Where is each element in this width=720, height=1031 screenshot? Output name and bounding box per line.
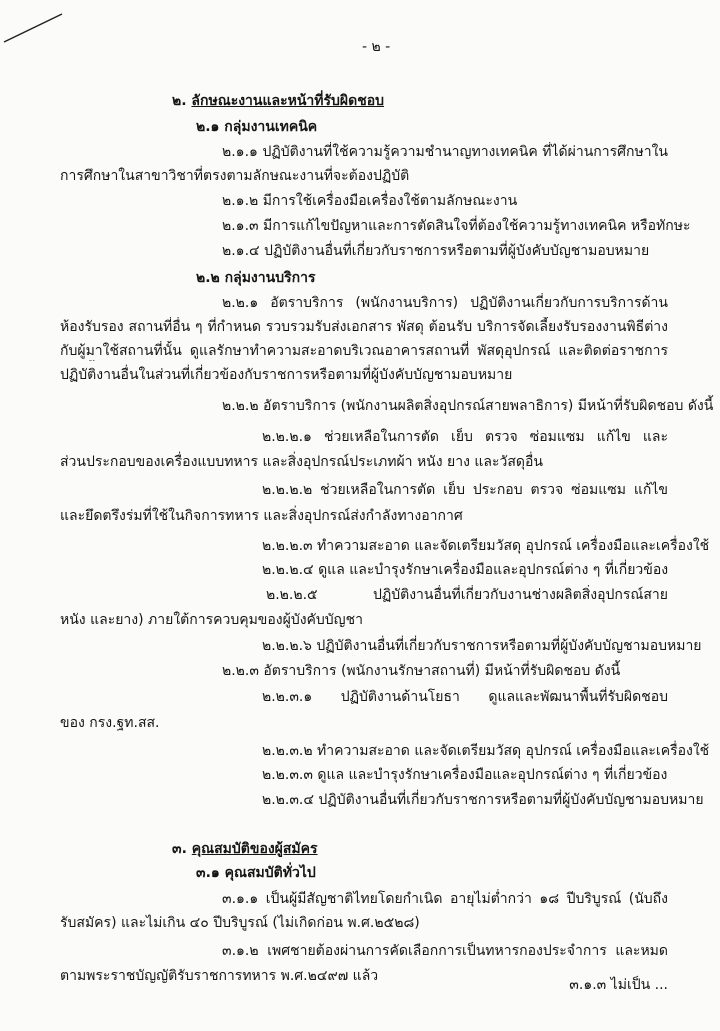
group-2-2-title: ๒.๒ กลุ่มงานบริการ: [196, 270, 316, 286]
item-2-2-1-cont: ปฏิบัติงานอื่นในส่วนที่เกี่ยวข้องกับราชการหรือตามที่ผู้บังคับบัญชามอบหมาย: [60, 367, 513, 383]
item-2-2-3-1-cont: ของ กรง.ฐท.สส.: [60, 715, 160, 731]
item-2-2-2-1: ๒.๒.๒.๑ ช่วยเหลือในการตัด เย็บ ตรวจ ซ่อมแซม แก้ไข และ: [262, 429, 668, 445]
item-2-2-2-4: ๒.๒.๒.๔ ดูแล และบำรุงรักษาเครื่องมือและอุปกรณ์ต่าง ๆ ที่เกี่ยวข้อง: [262, 562, 669, 578]
item-2-2-2-2-cont: และยึดตรึงร่มที่ใช้ในกิจการทหาร และสิ่งอุปกรณ์ส่งกำลังทางอากาศ: [60, 508, 463, 524]
item-2-2-3-3: ๒.๒.๓.๓ ดูแล และบำรุงรักษาเครื่องมือและอุปกรณ์ต่าง ๆ ที่เกี่ยวข้อง: [262, 767, 668, 783]
item-3-1-1: ๓.๑.๑ เป็นผู้มีสัญชาติไทยโดยกำเนิด อายุไม่ต่ำกว่า ๑๘ ปีบริบูรณ์ (นับถึง: [222, 891, 668, 907]
item-3-1-1-cont: รับสมัคร) และไม่เกิน ๔๐ ปีบริบูรณ์ (ไม่เกิดก่อน พ.ศ.๒๕๒๘): [60, 915, 420, 931]
item-2-2-2-3: ๒.๒.๒.๓ ทำความสะอาด และจัดเตรียมวัสดุ อุปกรณ์ เครื่องมือและเครื่องใช้: [262, 538, 710, 554]
item-2-2-3-1: ๒.๒.๓.๑ ปฏิบัติงานด้านโยธา ดูแลและพัฒนาพื้นที่รับผิดชอบ: [262, 689, 668, 705]
item-2-2-1-cont: กับผู้มาใช้สถานที่นั้น ดูแลรักษาทำความสะอาดบริเวณอาคารสถานที่ พัสดุอุปกรณ์ และติดต่อราชการ: [60, 343, 668, 359]
item-2-2-3-4: ๒.๒.๓.๔ ปฏิบัติงานอื่นที่เกี่ยวกับราชการหรือตามที่ผู้บังคับบัญชามอบหมาย: [262, 792, 704, 808]
item-2-2-2-5-cont: หนัง และยาง) ภายใต้การควบคุมของผู้บังคับบัญชา: [60, 612, 363, 628]
section-3-title: คุณสมบัติของผู้สมัคร: [191, 841, 318, 857]
section-3-heading: [172, 839, 318, 859]
group-3-1-title: ๓.๑ คุณสมบัติทั่วไป: [196, 865, 316, 881]
item-2-2-3-2: ๒.๒.๓.๒ ทำความสะอาด และจัดเตรียมวัสดุ อุปกรณ์ เครื่องมือและเครื่องใช้: [262, 743, 710, 759]
item-2-1-1-cont: การศึกษาในสาขาวิชาที่ตรงตามลักษณะงานที่จะต้องปฏิบัติ: [60, 168, 410, 184]
item-2-2-2-5: ๒.๒.๒.๕ ปฏิบัติงานอื่นที่เกี่ยวกับงานช่างผลิตสิ่งอุปกรณ์สาย: [266, 587, 668, 603]
item-2-2-1: ๒.๒.๑ อัตราบริการ (พนักงานบริการ) ปฏิบัติงานเกี่ยวกับการบริการด้าน: [222, 295, 668, 311]
section-2-number: ๒.: [172, 93, 187, 109]
item-2-2-2-2: ๒.๒.๒.๒ ช่วยเหลือในการตัด เย็บ ประกอบ ตรวจ ซ่อมแซม แก้ไข: [262, 482, 668, 498]
item-3-1-2: ๓.๑.๒ เพศชายต้องผ่านการคัดเลือกการเป็นทหารกองประจำการ และหมด: [222, 943, 668, 959]
item-2-2-1-cont: ห้องรับรอง สถานที่อื่น ๆ ที่กำหนด รวบรวมรับส่งเอกสาร พัสดุ ต้อนรับ บริการจัดเลี้ยงรับรองงานพิธีต่าง: [60, 319, 668, 335]
item-3-1-2-cont: ตามพระราชบัญญัติรับราชการทหาร พ.ศ.๒๔๙๗ แล้ว: [60, 968, 379, 984]
item-2-2-3: ๒.๒.๓ อัตราบริการ (พนักงานรักษาสถานที่) มีหน้าที่รับผิดชอบ ดังนี้: [222, 663, 621, 679]
item-2-2-2-1-cont: ส่วนประกอบของเครื่องแบบทหาร และสิ่งอุปกรณ์ประเภทผ้า หนัง ยาง และวัสดุอื่น: [60, 454, 543, 470]
item-2-2-2-6: ๒.๒.๒.๖ ปฏิบัติงานอื่นที่เกี่ยวกับราชการหรือตามที่ผู้บังคับบัญชามอบหมาย: [262, 638, 702, 654]
item-2-1-1: ๒.๑.๑ ปฏิบัติงานที่ใช้ความรู้ความชำนาญทางเทคนิค ที่ได้ผ่านการศึกษาใน: [222, 144, 668, 160]
section-2-title: ลักษณะงานและหน้าที่รับผิดชอบ: [191, 93, 384, 109]
item-2-1-4: ๒.๑.๔ ปฏิบัติงานอื่นที่เกี่ยวกับราชการหรือตามที่ผู้บังคับบัญชามอบหมาย: [222, 243, 650, 259]
item-2-2-2: ๒.๒.๒ อัตราบริการ (พนักงานผลิตสิ่งอุปกรณ์สายพลาธิการ) มีหน้าที่รับผิดชอบ ดังนี้: [222, 398, 714, 414]
section-3-number: ๓.: [172, 841, 187, 857]
item-2-1-3: ๒.๑.๓ มีการแก้ไขปัญหาและการตัดสินใจที่ต้องใช้ความรู้ทางเทคนิค หรือทักษะ: [222, 218, 691, 234]
section-2-heading: [172, 91, 384, 111]
group-2-1-title: ๒.๑ กลุ่มงานเทคนิค: [196, 119, 318, 135]
fold-mark-line: [0, 0, 80, 60]
continuation-note: ๓.๑.๓ ไม่เป็น ...: [569, 977, 668, 993]
page-number: - ๒ -: [362, 39, 391, 55]
item-2-1-2: ๒.๑.๒ มีการใช้เครื่องมือเครื่องใช้ตามลักษณะงาน: [222, 193, 518, 209]
